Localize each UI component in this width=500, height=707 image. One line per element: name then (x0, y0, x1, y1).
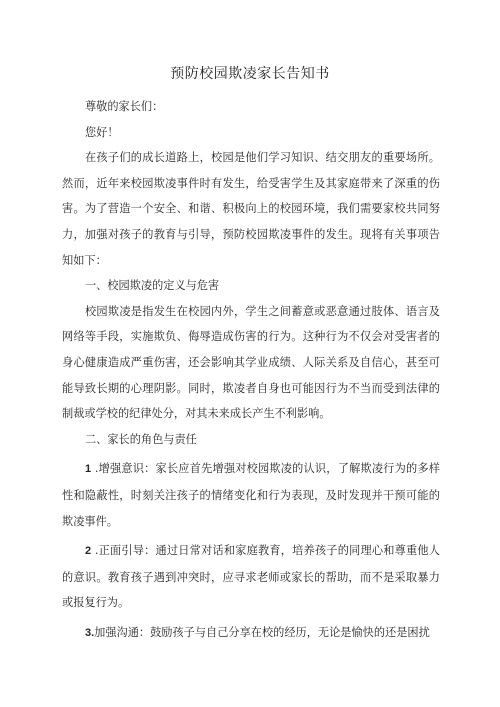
list-item (62, 456, 440, 534)
greeting: 您好！ (84, 125, 119, 139)
section2-heading: 二、家长的角色与责任 (84, 432, 197, 446)
intro-paragraph: 在孩子们的成长道路上，校园是他们学习知识、结交朋友的重要场所。然而，近年来校园欺凌事件时有发生，给受害学生及其家庭带来了深重的伤害。为了营造一个安全、和谐、积极向上的校园环境，我们需要家校共同努力，加强对孩子的教育与引导，预防校园欺凌事件的发生。现将有关事项告知如下： (62, 151, 440, 267)
section1-paragraph: 校园欺凌是指发生在校园内外，学生之间蓄意或恶意通过肢体、语言及网络等手段，实施欺负、侮辱造成伤害的行为。这种行为不仅会对受害者的身心健康造成严重伤害，还会影响其学业成绩、人际关系及自信心，甚至可能导致长期的心理阴影。同时，欺凌者自身也可能因行为不当而受到法律的制裁或学校的纪律处分，对其未来成长产生不利影响。 (62, 304, 440, 421)
salutation: 尊敬的家长们： (84, 100, 164, 113)
list-item (62, 620, 440, 647)
section1-heading: 一、校园欺凌的定义与危害 (84, 279, 220, 293)
list-item-number: 1 (84, 463, 92, 476)
list-item-number: 2 (84, 545, 92, 558)
list-item (62, 538, 440, 616)
list-item-text: 正面引导：通过日常对话和家庭教育，培养孩子的同理心和尊重他人的意识。教育孩子遇到冲突时，应寻求老师或家长的帮助，而不是采取暴力或报复行为。 (62, 544, 440, 610)
list-item-separator: . (91, 544, 99, 558)
list-item-number: 3 (84, 626, 92, 639)
list-item-separator: . (91, 626, 95, 639)
list-item-text: 增强意识：家长应首先增强对校园欺凌的认识，了解欺凌行为的多样性和隐蔽性，时刻关注孩子的情绪变化和行为表现，及时发现并干预可能的欺凌事件。 (62, 462, 440, 528)
document-title: 预防校园欺凌家长告知书 (170, 66, 330, 82)
list-item-separator: . (91, 462, 99, 476)
document-body (62, 94, 440, 646)
list-item-text: 加强沟通：鼓励孩子与自己分享在校的经历，无论是愉快的还是困扰 (94, 625, 430, 639)
